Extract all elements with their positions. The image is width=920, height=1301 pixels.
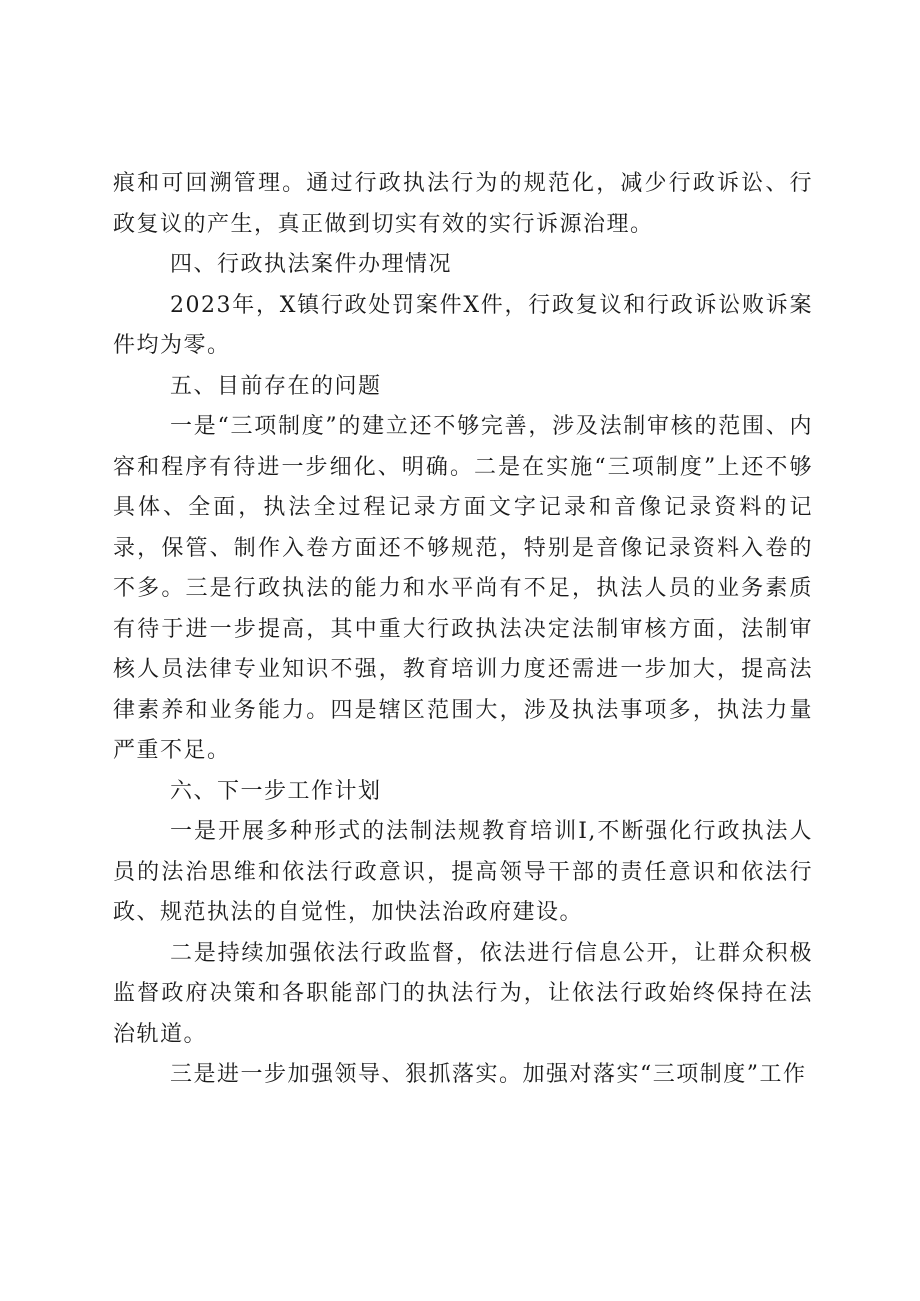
document-body: [113, 164, 813, 1096]
paragraph-plan-3: 三是进一步加强领导、狠抓落实。加强对落实“三项制度”工作: [170, 1062, 807, 1087]
paragraph-continuation: 痕和可回溯管理。通过行政执法行为的规范化，减少行政诉讼、行政复议的产生，真正做到切实有效的实行诉源治理。: [113, 171, 813, 237]
paragraph-case-summary: 2023年，X镇行政处罚案件X件，行政复议和行政诉讼败诉案件均为零。: [113, 292, 813, 358]
section-heading-4: 四、行政执法案件办理情况: [170, 252, 453, 277]
paragraph-plan-2: 二是持续加强依法行政监督，依法进行信息公开，让群众积极监督政府决策和各职能部门的执法行为，让依法行政始终保持在法治轨道。: [113, 940, 813, 1047]
section-heading-5: 五、目前存在的问题: [170, 373, 382, 399]
paragraph-plan-1: 一是开展多种形式的法制法规教育培训I,不断强化行政执法人员的法治思维和依法行政意识，提高领导干部的责任意识和依法行政、规范执法的自觉性，加快法治政府建设。: [113, 819, 813, 925]
section-heading-6: 六、下一步工作计划: [170, 778, 382, 804]
paragraph-problems: 一是“三项制度”的建立还不够完善，涉及法制审核的范围、内容和程序有待进一步细化、明确。二是在实施“三项制度”上还不够具体、全面，执法全过程记录方面文字记录和音像记录资料的记录，保管、制作入卷方面还不够规范，特别是音像记录资料入卷的不多。三是行政执法的能力和水平尚有不足，执法人员的业务素质有待于进一步提高，其中重大行政执法决定法制审核方面，法制审核人员法律专业知识不强，教育培训力度还需进一步加大，提高法律素养和业务能力。四是辖区范围大，涉及执法事项多，执法力量严重不足。: [113, 414, 813, 763]
